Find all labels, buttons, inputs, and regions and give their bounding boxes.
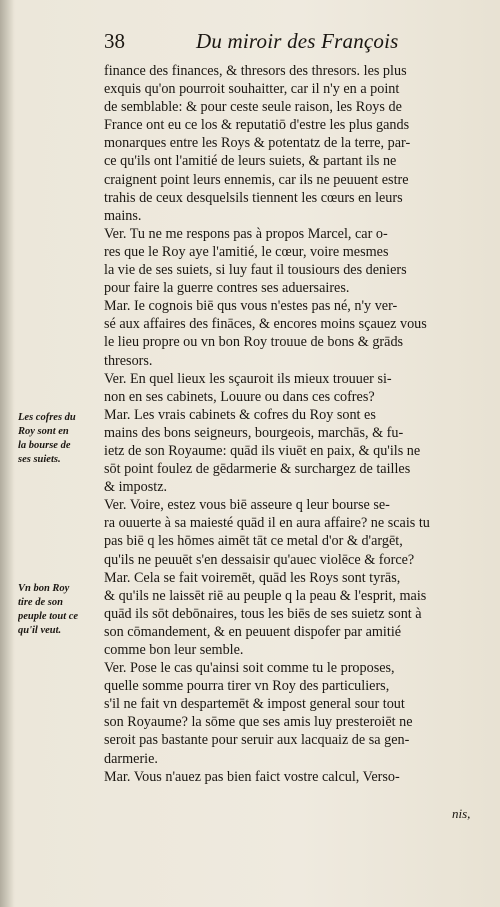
margin-note-line: la bourse de [18,440,71,451]
text-line: s'il ne fait vn despartemēt & impost general sour tout [104,696,405,713]
text-line: quelle somme pourra tirer vn Roy des particuliers, [104,678,390,695]
margin-note-line: Les cofres du [18,412,76,423]
text-line: Ver. Pose le cas qu'ainsi soit comme tu le proposes, [104,660,395,677]
text-line: Ver. Tu ne me respons pas à propos Marcel, car o- [104,225,388,242]
text-line: France ont eu ce los & reputatiō d'estre les plus gands [104,117,410,134]
text-line: quād ils sōt debōnaires, tous les biēs de ses suietz sont à [104,605,422,622]
margin-note-line: tire de son [18,597,63,608]
running-title: Du miroir des François [196,29,399,53]
text-line: Mar. Cela se fait voiremēt, quād les Roys sont tyrās, [104,569,401,586]
text-line: Mar. Les vrais cabinets & cofres du Roy sont es [104,406,376,423]
page-number: 38 [104,29,125,53]
margin-note-bon-roy [18,582,104,638]
text-line: le lieu propre ou vn bon Roy trouue de bons & grāds [104,334,404,351]
text-line: la vie de ses suiets, si luy faut il tousiours des deniers [104,262,407,279]
text-line: ce qu'ils ont l'amitié de leurs suiets, & partant ils ne [104,153,397,170]
text-line: comme bon leur semble. [104,642,244,658]
text-line: mains des bons seigneurs, bourgeois, marchās, & fu- [104,424,404,441]
text-line: Mar. Vous n'auez pas bien faict vostre calcul, Verso- [104,768,400,785]
margin-note-cofres [18,411,104,467]
text-line: de semblable: & pour ceste seule raison, les Roys de [104,99,402,116]
text-line: craignent point leurs ennemis, car ils ne peuuent estre [104,171,409,188]
text-line: sé aux affaires des fināces, & encores moins sçauez vous [104,316,427,333]
gutter-shadow [0,0,14,907]
margin-note-line: ses suiets. [18,454,61,465]
page-header [104,28,482,54]
text-line: Mar. Ie cognois biē qus vous n'estes pas né, n'y ver- [104,298,398,315]
text-line: ra ouuerte à sa maiesté quād il en aura affaire? ne scais tu [104,515,430,532]
text-line: sōt point foulez de gēdarmerie & surchargez de tailles [104,461,411,478]
text-line: son Royaume? la sōme que ses amis luy presteroiēt ne [104,714,413,731]
text-line: son cōmandement, & en peuuent dispofer par amitié [104,623,402,640]
text-line: qu'ils ne peuuēt s'en dessaisir qu'auec violēce & force? [104,551,415,568]
margin-note-line: peuple tout ce [18,611,79,622]
text-line: finance des finances, & thresors des thresors. les plus [104,63,407,79]
text-line: darmerie. [104,750,158,767]
text-line: thresors. [104,352,153,369]
text-line: pour faire la guerre contres ses aduersaires. [104,280,350,297]
text-line: res que le Roy aye l'amitié, le cœur, voire mesmes [104,243,389,260]
margin-note-line: Vn bon Roy [18,583,70,594]
text-line: pas biē q les hōmes aimēt tāt ce metal d'or & d'argēt, [104,533,403,550]
text-line: & impostz. [104,479,168,496]
text-line: Ver. Voire, estez vous biē asseure q leur bourse se- [104,497,390,514]
text-line: & qu'ils ne laissēt riē au peuple q la peau & l'esprit, mais [104,587,427,604]
text-line: ietz de son Royaume: quād ils viuēt en paix, & qu'ils ne [104,442,421,459]
text-line: trahis de ceux desquelsils tiennent les cœurs en leurs [104,189,403,206]
catchword: nis, [452,806,471,821]
body-text [104,62,482,786]
text-line: Ver. En quel lieux les sçauroit ils mieux trouuer si- [104,370,392,387]
text-line: monarques entre les Roys & potentatz de la terre, par- [104,135,411,152]
text-line: mains. [104,207,142,224]
text-line: seroit pas bastante pour seruir aux lacquaiz de sa gen- [104,732,410,749]
text-line: non en ses cabinets, Louure ou dans ces cofres? [104,388,375,405]
margin-note-line: qu'il veut. [18,625,62,636]
text-line: exquis qu'on pourroit souhaitter, car il n'y en a point [104,81,400,98]
margin-note-line: Roy sont en [18,426,69,437]
